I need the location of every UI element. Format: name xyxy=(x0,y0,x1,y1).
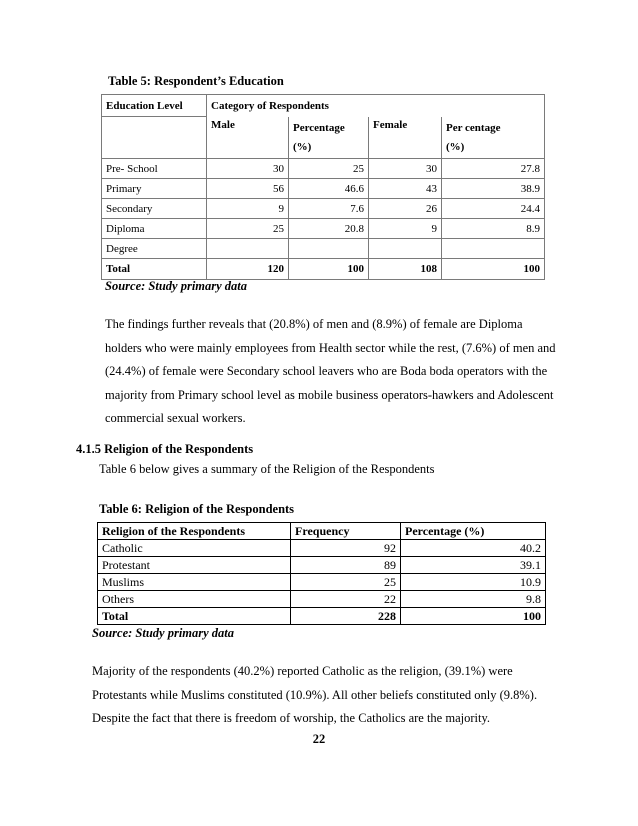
female-header: Female xyxy=(369,117,442,159)
female-pct-cell xyxy=(442,239,545,259)
table-header-row xyxy=(102,95,545,117)
religion-table xyxy=(97,522,546,625)
religion-cell: Protestant xyxy=(98,557,291,574)
table5-source: Source: Study primary data xyxy=(105,279,248,293)
education-level-header: Education Level xyxy=(102,95,207,117)
findings-paragraph xyxy=(105,313,556,431)
percentage-label: Per centage xyxy=(446,121,501,134)
male-cell: 9 xyxy=(207,199,289,219)
level-cell: Degree xyxy=(102,239,207,259)
frequency-total-cell: 228 xyxy=(291,608,401,625)
religion-cell: Others xyxy=(98,591,291,608)
male-header: Male xyxy=(207,117,289,159)
male-cell xyxy=(207,239,289,259)
female-cell: 30 xyxy=(369,159,442,179)
paragraph-line: majority from Primary school level as mobile business operators-hawkers and Adolescent xyxy=(105,387,554,402)
male-total-cell: 120 xyxy=(207,259,289,280)
total-label-cell: Total xyxy=(102,259,207,280)
level-cell: Pre- School xyxy=(102,159,207,179)
frequency-cell: 89 xyxy=(291,557,401,574)
paragraph-line: Protestants while Muslims constituted (10.9%). All other beliefs constituted only (9.8%). xyxy=(92,687,538,702)
table-row xyxy=(98,540,546,557)
frequency-cell: 92 xyxy=(291,540,401,557)
education-table xyxy=(101,94,545,280)
total-label-cell: Total xyxy=(98,608,291,625)
paragraph-line: Despite the fact that there is freedom of worship, the Catholics are the majority. xyxy=(92,711,491,726)
paragraph-line: holders who were mainly employees from Health sector while the rest, (7.6%) of men and xyxy=(105,340,556,355)
percentage-label: Percentage xyxy=(293,121,345,134)
percentage-cell: 39.1 xyxy=(401,557,546,574)
religion-cell: Catholic xyxy=(98,540,291,557)
percentage-cell: 40.2 xyxy=(401,540,546,557)
paragraph-line: Majority of the respondents (40.2%) reported Catholic as the religion, (39.1%) were xyxy=(92,664,513,678)
empty-header-cell xyxy=(102,117,207,159)
female-cell: 26 xyxy=(369,199,442,219)
female-pct-cell: 8.9 xyxy=(442,219,545,239)
female-cell: 9 xyxy=(369,219,442,239)
male-pct-cell: 7.6 xyxy=(289,199,369,219)
religion-cell: Muslims xyxy=(98,574,291,591)
paragraph-line: (24.4%) of female were Secondary school leavers who are Boda boda operators with the xyxy=(105,364,548,379)
table-row xyxy=(102,179,545,199)
male-cell: 25 xyxy=(207,219,289,239)
percentage-header: Percentage (%) xyxy=(401,523,546,540)
level-cell: Diploma xyxy=(102,219,207,239)
percentage-cell: 10.9 xyxy=(401,574,546,591)
majority-paragraph xyxy=(92,660,537,731)
level-cell: Secondary xyxy=(102,199,207,219)
female-cell: 43 xyxy=(369,179,442,199)
table6-source: Source: Study primary data xyxy=(92,626,235,640)
page-number: 22 xyxy=(312,732,326,746)
percent-unit-label: (%) xyxy=(293,140,312,153)
male-pct-cell xyxy=(289,239,369,259)
table-row xyxy=(102,219,545,239)
female-pct-cell: 38.9 xyxy=(442,179,545,199)
level-cell: Primary xyxy=(102,179,207,199)
table-total-row xyxy=(98,608,546,625)
section-intro: Table 6 below gives a summary of the Religion of the Respondents xyxy=(99,462,435,476)
paragraph-line: The findings further reveals that (20.8%) of men and (8.9%) of female are Diploma xyxy=(105,317,523,331)
section-heading: 4.1.5 Religion of the Respondents xyxy=(76,442,254,456)
table-row xyxy=(98,574,546,591)
male-percentage-header xyxy=(289,117,369,159)
female-pct-cell: 24.4 xyxy=(442,199,545,219)
table-row xyxy=(102,199,545,219)
table5-caption: Table 5: Respondent’s Education xyxy=(108,74,284,88)
male-pct-total-cell: 100 xyxy=(289,259,369,280)
percentage-cell: 9.8 xyxy=(401,591,546,608)
percent-unit-label: (%) xyxy=(446,140,465,153)
frequency-cell: 22 xyxy=(291,591,401,608)
table6-caption: Table 6: Religion of the Respondents xyxy=(99,502,295,516)
male-cell: 30 xyxy=(207,159,289,179)
table-header-row xyxy=(98,523,546,540)
religion-header: Religion of the Respondents xyxy=(98,523,291,540)
table-row xyxy=(98,591,546,608)
male-pct-cell: 46.6 xyxy=(289,179,369,199)
category-header: Category of Respondents xyxy=(207,95,545,117)
female-total-cell: 108 xyxy=(369,259,442,280)
male-pct-cell: 25 xyxy=(289,159,369,179)
male-cell: 56 xyxy=(207,179,289,199)
frequency-header: Frequency xyxy=(291,523,401,540)
frequency-cell: 25 xyxy=(291,574,401,591)
female-pct-total-cell: 100 xyxy=(442,259,545,280)
table-subheader-row xyxy=(102,117,545,159)
percentage-total-cell: 100 xyxy=(401,608,546,625)
female-percentage-header xyxy=(442,117,545,159)
female-pct-cell: 27.8 xyxy=(442,159,545,179)
male-pct-cell: 20.8 xyxy=(289,219,369,239)
table-row xyxy=(98,557,546,574)
female-cell xyxy=(369,239,442,259)
table-total-row xyxy=(102,259,545,280)
table-row xyxy=(102,239,545,259)
paragraph-line: commercial sexual workers. xyxy=(105,411,246,426)
table-row xyxy=(102,159,545,179)
